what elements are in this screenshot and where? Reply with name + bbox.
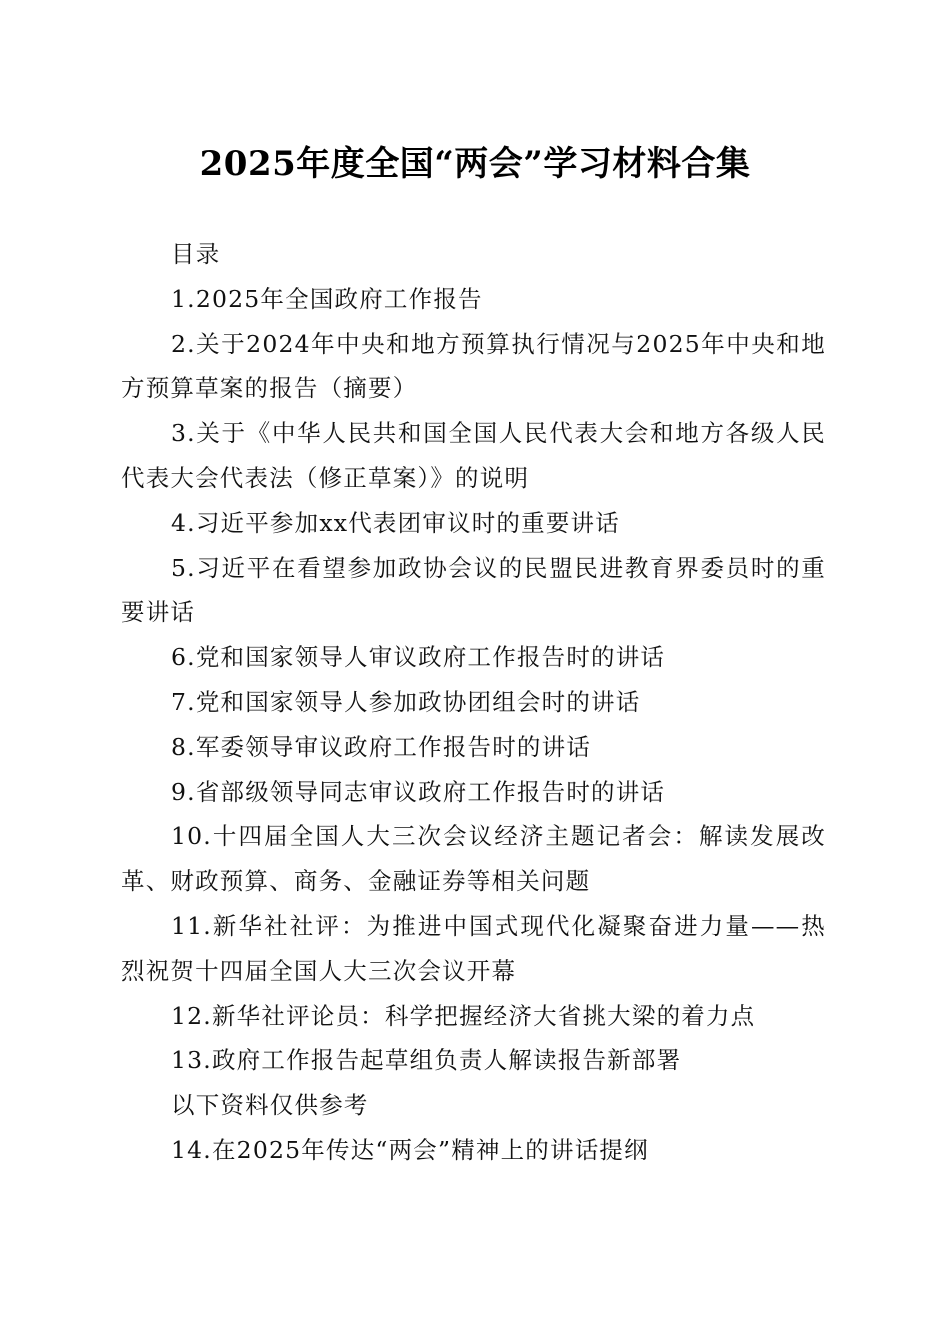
toc-item-12: 12.新华社评论员：科学把握经济大省挑大梁的着力点 [171,1001,756,1030]
toc-item-3: 3.关于《中华人民共和国全国人民代表大会和地方各级人民代表大会代表法（修正草案）》的说明 [121,419,826,492]
toc-item-9: 9.省部级领导同志审议政府工作报告时的讲话 [171,777,666,806]
toc-item-14: 14.在2025年传达“两会”精神上的讲话提纲 [171,1135,649,1164]
toc-item-5: 5.习近平在看望参加政协会议的民盟民进教育界委员时的重要讲话 [121,553,826,627]
toc-item-13: 13.政府工作报告起草组负责人解读报告新部署 [171,1046,682,1075]
toc-item-4: 4.习近平参加xx代表团审议时的重要讲话 [171,508,620,537]
toc-item-8: 8.军委领导审议政府工作报告时的讲话 [171,732,592,761]
toc-item-2: 2.关于2024年中央和地方预算执行情况与2025年中央和地方预算草案的报告（摘要） [121,329,826,403]
toc-item-6: 6.党和国家领导人审议政府工作报告时的讲话 [171,643,666,672]
toc-heading: 目录 [171,240,221,268]
toc-item-10: 10.十四届全国人大三次会议经济主题记者会：解读发展改革、财政预算、商务、金融证券等相关问题 [121,822,826,896]
toc-item-11: 11.新华社社评：为推进中国式现代化凝聚奋进力量——热烈祝贺十四届全国人大三次会议开幕 [121,911,826,985]
document-title: 2025年度全国“两会”学习材料合集 [199,144,751,184]
toc-item-7: 7.党和国家领导人参加政协团组会时的讲话 [171,687,641,716]
reference-note: 以下资料仅供参考 [171,1091,369,1120]
toc-item-1: 1.2025年全国政府工作报告 [171,284,483,313]
table-of-contents [121,232,826,1173]
